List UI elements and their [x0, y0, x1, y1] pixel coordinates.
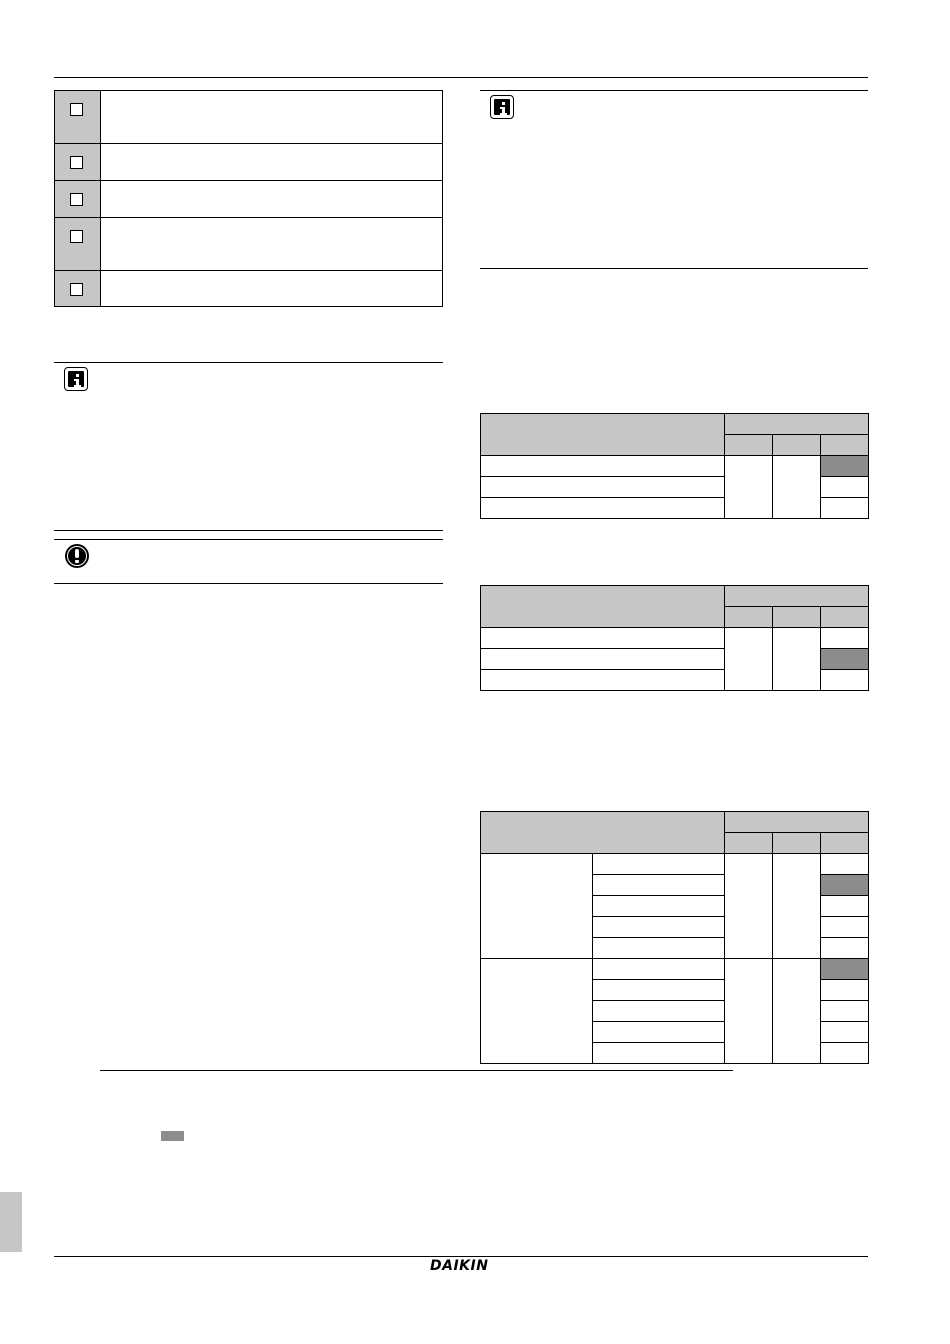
footer-rule	[54, 1256, 868, 1257]
table-cell	[593, 980, 725, 1001]
table-header-cell	[481, 586, 725, 628]
table-cell	[481, 456, 725, 477]
notice-bottom-rule	[54, 583, 443, 584]
notice-top-rule	[54, 539, 443, 540]
header-rule	[54, 77, 868, 78]
checklist-text	[101, 91, 442, 143]
setting-table-3	[480, 811, 869, 1064]
default-setting-cell	[821, 875, 869, 896]
table-header-cell	[773, 607, 821, 628]
default-setting-cell	[821, 456, 869, 477]
table-cell	[773, 628, 821, 691]
checklist-row	[55, 181, 442, 218]
footnote-rule	[100, 1070, 733, 1071]
checklist-row	[55, 271, 442, 306]
table-cell	[821, 498, 869, 519]
info-note-top-rule	[54, 362, 443, 363]
default-setting-legend-swatch	[161, 1131, 184, 1141]
table-header-cell	[725, 414, 869, 435]
table-cell	[821, 917, 869, 938]
table-cell	[821, 670, 869, 691]
checkbox[interactable]	[70, 283, 83, 296]
table-header-cell	[725, 833, 773, 854]
table-cell	[725, 854, 773, 959]
checklist-text	[101, 181, 442, 217]
table-group-cell	[481, 854, 593, 959]
table-cell	[725, 456, 773, 519]
table-header-cell	[773, 833, 821, 854]
installation-checklist	[54, 90, 443, 307]
table-cell	[593, 1001, 725, 1022]
table-cell	[773, 854, 821, 959]
checkbox-cell	[55, 271, 101, 306]
table-cell	[593, 959, 725, 980]
table-cell	[593, 1022, 725, 1043]
table-cell	[593, 875, 725, 896]
checklist-text	[101, 218, 442, 270]
table-cell	[593, 938, 725, 959]
checkbox[interactable]	[70, 156, 83, 169]
table-header-cell	[725, 586, 869, 607]
checkbox-cell	[55, 218, 101, 270]
checkbox[interactable]	[70, 193, 83, 206]
checkbox-cell	[55, 181, 101, 217]
table-cell	[821, 477, 869, 498]
table-cell	[725, 959, 773, 1064]
table-cell	[593, 854, 725, 875]
table-header-cell	[821, 435, 869, 456]
table-cell	[593, 1043, 725, 1064]
default-setting-cell	[821, 959, 869, 980]
daikin-logo: DAIKIN	[430, 1258, 489, 1274]
info-icon	[490, 95, 514, 119]
table-cell	[773, 959, 821, 1064]
table-header-cell	[725, 435, 773, 456]
table-header-cell	[773, 435, 821, 456]
checkbox[interactable]	[70, 103, 83, 116]
table-cell	[821, 938, 869, 959]
notice-icon	[65, 544, 89, 568]
checklist-row	[55, 91, 442, 144]
table-cell	[481, 628, 725, 649]
checkbox-cell	[55, 144, 101, 180]
table-cell	[821, 1001, 869, 1022]
chapter-side-tab	[0, 1192, 22, 1252]
table-cell	[593, 917, 725, 938]
info-note-bottom-rule	[54, 530, 443, 531]
info-note-right-top-rule	[480, 90, 868, 91]
checklist-text	[101, 271, 442, 306]
table-cell	[821, 980, 869, 1001]
table-cell	[821, 896, 869, 917]
checklist-text	[101, 144, 442, 180]
table-header-cell	[725, 607, 773, 628]
checklist-row	[55, 218, 442, 271]
table-cell	[773, 456, 821, 519]
table-cell	[725, 628, 773, 691]
checkbox-cell	[55, 91, 101, 143]
table-cell	[481, 498, 725, 519]
table-cell	[821, 1043, 869, 1064]
table-cell	[821, 854, 869, 875]
table-cell	[481, 670, 725, 691]
table-header-cell	[821, 833, 869, 854]
info-icon	[64, 367, 88, 391]
table-header-cell	[821, 607, 869, 628]
table-header-cell	[725, 812, 869, 833]
table-cell	[821, 628, 869, 649]
table-cell	[593, 896, 725, 917]
checkbox[interactable]	[70, 230, 83, 243]
table-cell	[821, 1022, 869, 1043]
checklist-row	[55, 144, 442, 181]
table-cell	[481, 649, 725, 670]
setting-table-2	[480, 585, 869, 691]
table-cell	[481, 477, 725, 498]
info-note-right-bottom-rule	[480, 268, 868, 269]
table-group-cell	[481, 959, 593, 1064]
setting-table-1	[480, 413, 869, 519]
table-header-cell	[481, 414, 725, 456]
table-header-cell	[481, 812, 725, 854]
default-setting-cell	[821, 649, 869, 670]
